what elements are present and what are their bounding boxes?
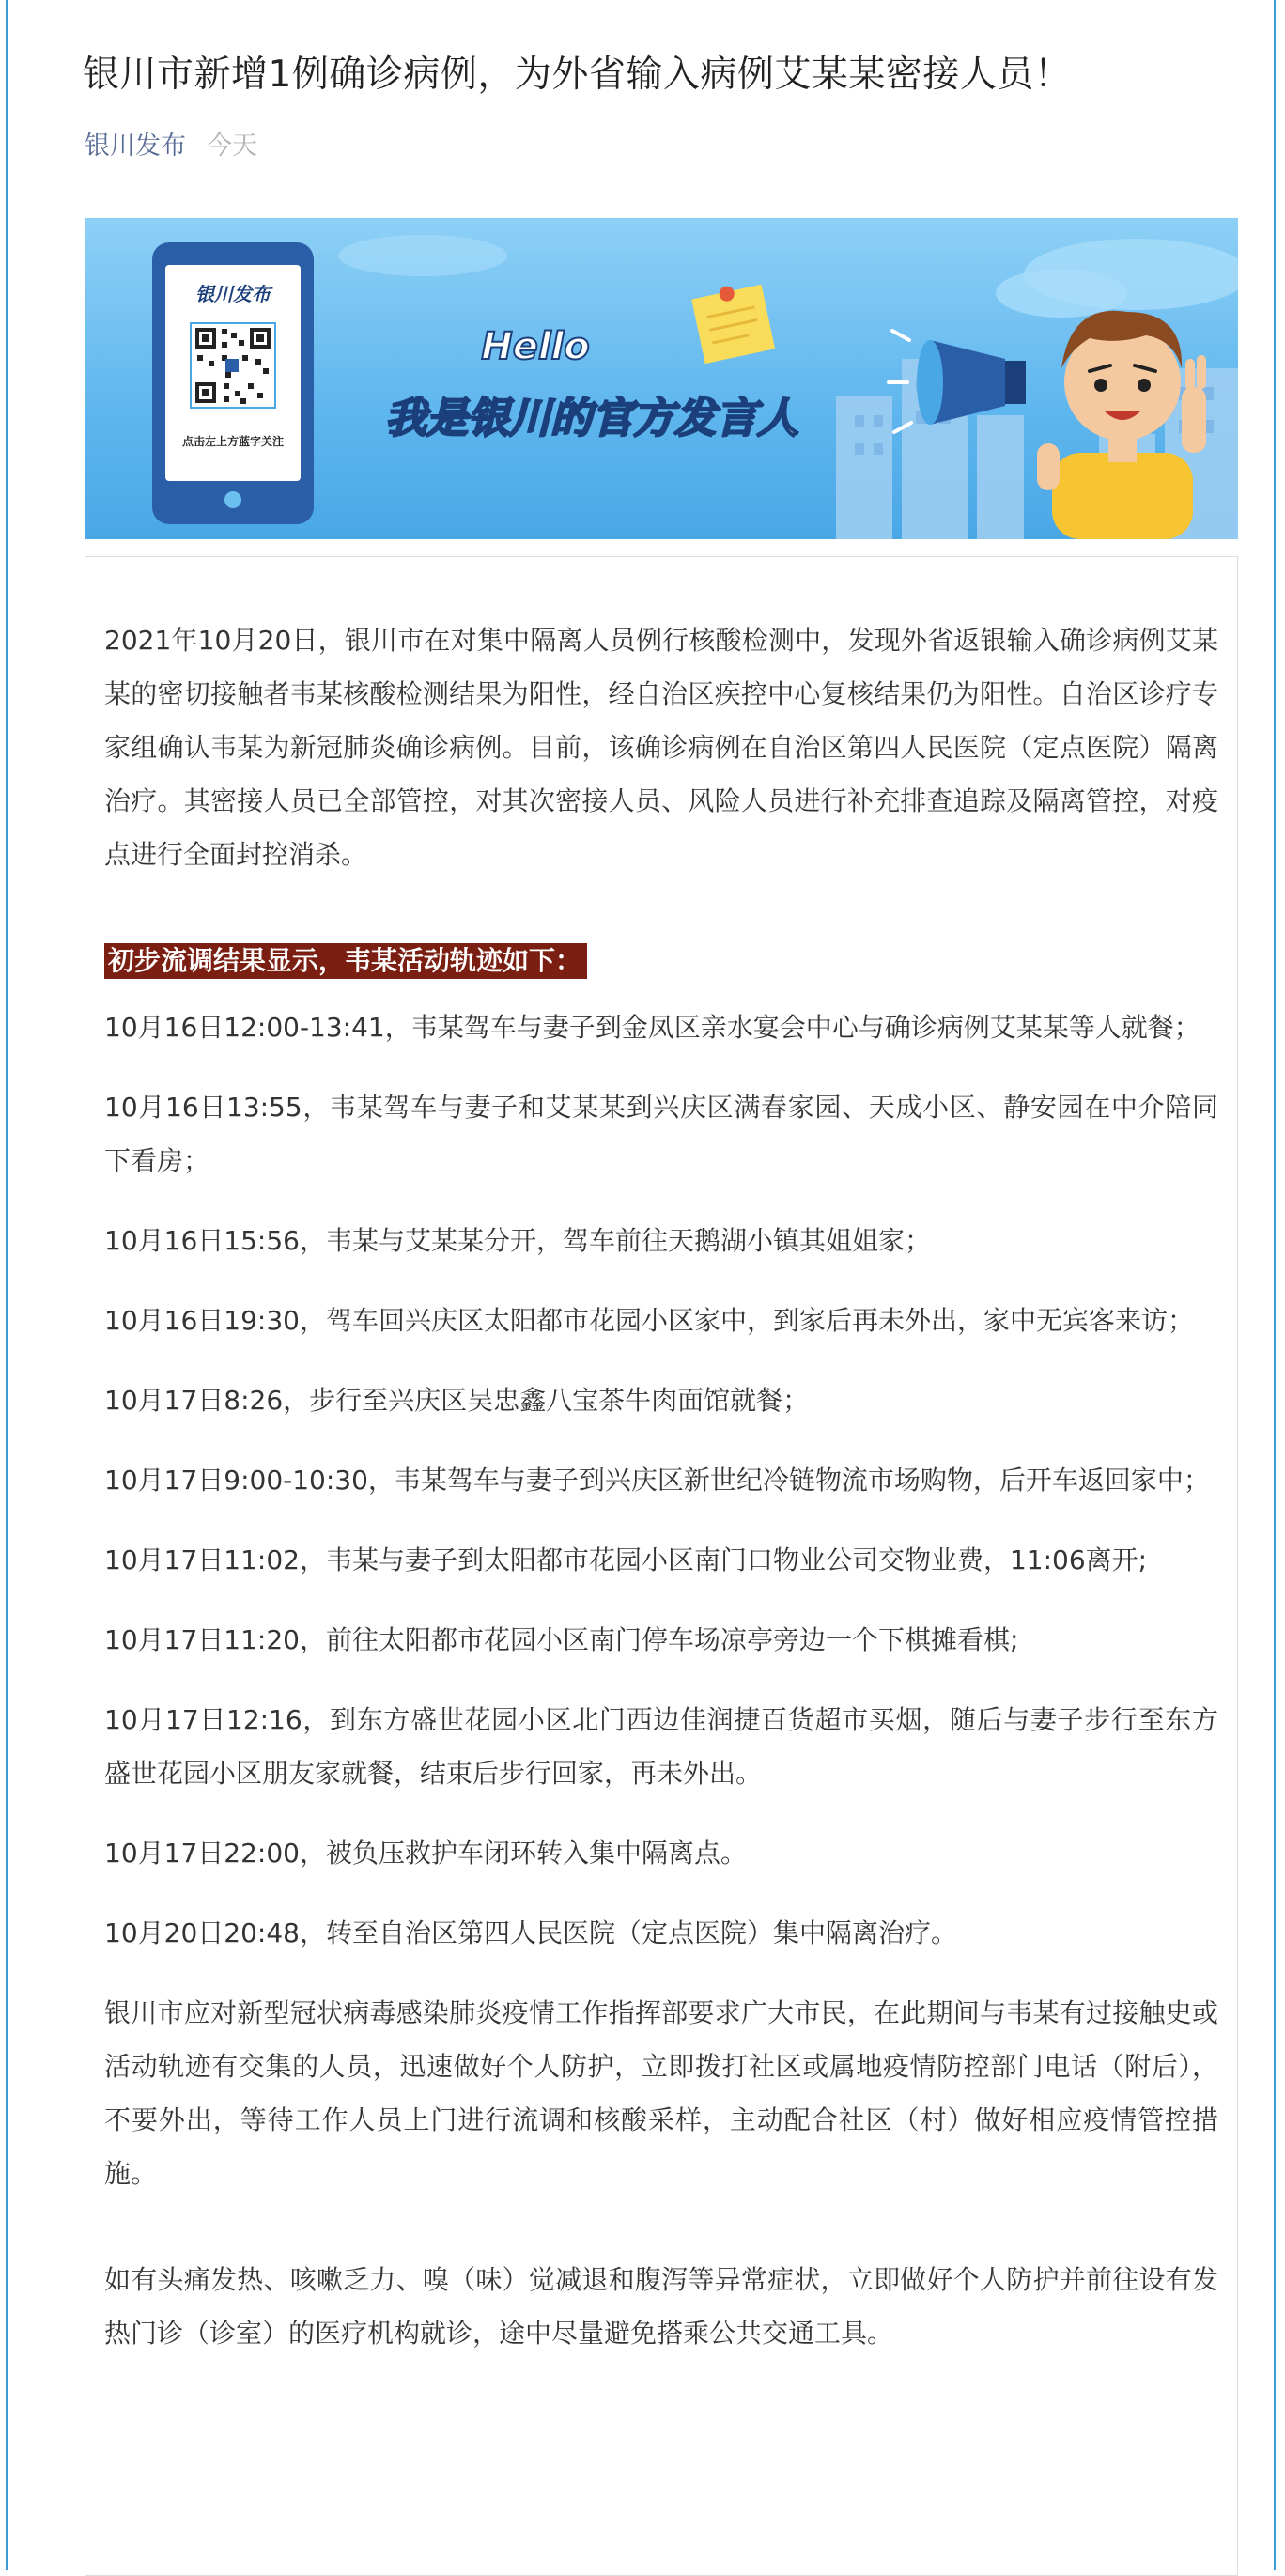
article-meta — [85, 128, 257, 165]
symptoms-paragraph: 如有头痛发热、咳嗽乏力、嗅（味）觉减退和腹泻等异常症状，立即做好个人防护并前往设有发热门诊（诊室）的医疗机构就诊，途中尽量避免搭乘公共交通工具。 — [104, 2264, 1218, 2349]
highlight-heading: 初步流调结果显示，韦某活动轨迹如下： — [104, 943, 587, 979]
article-title: 银川市新增1例确诊病例，为外省输入病例艾某某密接人员！ — [83, 54, 1072, 96]
qr-code — [191, 323, 275, 408]
banner-hello-text: Hello — [481, 325, 590, 368]
trajectory-item: 10月17日12:16，到东方盛世花园小区北门西边佳润捷百货超市买烟，随后与妻子步行至东方盛世花园小区朋友家就餐，结束后步行回家，再未外出。 — [104, 1704, 1218, 1789]
banner-slogan-text: 我是银川的官方发言人 — [385, 395, 798, 442]
article-frame — [6, 0, 1276, 2570]
intro-paragraph: 2021年10月20日，银川市在对集中隔离人员例行核酸检测中，发现外省返银输入确诊病例艾某某的密切接触者韦某核酸检测结果为阳性，经自治区疾控中心复核结果仍为阳性。自治区诊疗专家组确认韦某为新冠肺炎确诊病例。目前，该确诊病例在自治区第四人民医院（定点医院）隔离治疗。其密接人员已全部管控，对其次密接人员、风险人员进行补充排查追踪及隔离管控，对疫点进行全面封控消杀。 — [104, 625, 1218, 870]
trajectory-item: 10月17日11:02，韦某与妻子到太阳都市花园小区南门口物业公司交物业费，11:06离开; — [104, 1544, 1148, 1575]
banner-image — [85, 218, 1238, 539]
trajectory-item: 10月17日9:00-10:30，韦某驾车与妻子到兴庆区新世纪冷链物流市场购物，后开车返回家中； — [104, 1465, 1210, 1496]
trajectory-item: 10月16日15:56，韦某与艾某某分开，驾车前往天鹅湖小镇其姐姐家； — [104, 1225, 931, 1256]
trajectory-item: 10月17日11:20，前往太阳都市花园小区南门停车场凉亭旁边一个下棋摊看棋; — [104, 1624, 1019, 1655]
trajectory-item: 10月17日22:00，被负压救护车闭环转入集中隔离点。 — [104, 1838, 747, 1869]
trajectory-item: 10月20日20:48，转至自治区第四人民医院（定点医院）集中隔离治疗。 — [104, 1917, 957, 1948]
phone-header-text: 银川发布 — [195, 283, 271, 305]
trajectory-item: 10月17日8:26，步行至兴庆区吴忠鑫八宝茶牛肉面馆就餐； — [104, 1385, 810, 1416]
account-name-link[interactable]: 银川发布 — [85, 132, 186, 161]
appeal-paragraph: 银川市应对新型冠状病毒感染肺炎疫情工作指挥部要求广大市民，在此期间与韦某有过接触史或活动轨迹有交集的人员，迅速做好个人防护，立即拨打社区或属地疫情防控部门电话（附后），不要外出，等待工作人员上门进行流调和核酸采样，主动配合社区（村）做好相应疫情管控措施。 — [104, 1997, 1218, 2189]
trajectory-item: 10月16日12:00-13:41，韦某驾车与妻子到金凤区亲水宴会中心与确诊病例艾某某等人就餐； — [104, 1012, 1200, 1043]
article-content — [104, 613, 1218, 2360]
article-body-box — [85, 556, 1238, 2576]
highlight-heading-row — [104, 934, 1218, 987]
phone-illustration — [152, 242, 314, 524]
trajectory-item: 10月16日13:55，韦某驾车与妻子和艾某某到兴庆区满春家园、天成小区、静安园在中介陪同下看房； — [104, 1092, 1218, 1176]
sticky-note-icon — [690, 279, 775, 364]
publish-date: 今天 — [207, 132, 257, 161]
phone-caption-text: 点击左上方蓝字关注 — [181, 435, 285, 448]
trajectory-item: 10月16日19:30，驾车回兴庆区太阳都市花园小区家中，到家后再未外出，家中无宾客来访； — [104, 1305, 1194, 1336]
